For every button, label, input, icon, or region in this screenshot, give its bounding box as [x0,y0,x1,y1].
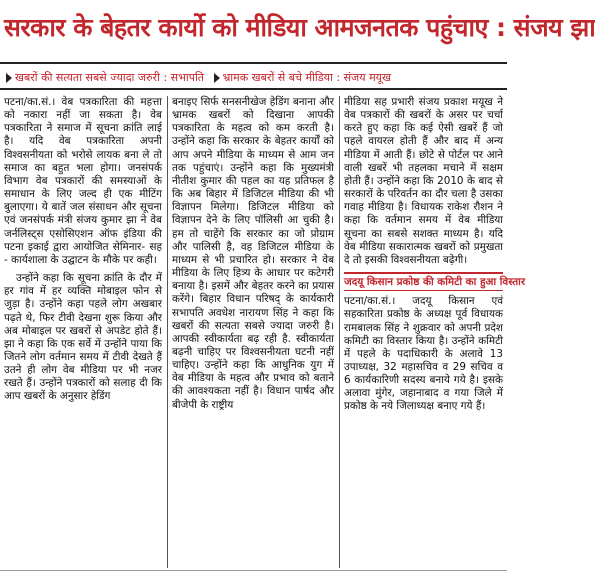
box-article-title: जदयू किसान प्रकोष्ठ की कमिटी का हुआ विस्तार [344,272,503,291]
paragraph: उन्होंने कहा कि सूचना क्रांति के दौर में हर गांव में हर व्यक्ति मोबाइल फोन से जुड़ा है। उन्होंने कहा पहले लोग अखबार पढ़ते थे, फिर टीवी देखना शुरू किया और अब मोबाइल पर खबरों से अपडेट होते हैं। झा ने कहा कि एक सर्वे में उन्होंने पाया कि जितने लोग वर्तमान समय में टीवी देखते हैं उतने ही लोग वेब मीडिया पर भी नजर रखते हैं। उन्होंने पत्रकारों को सलाह दी कि आप खबरों के अनुसार हेडिंग [4,272,162,403]
article-column-1 [4,96,162,409]
headline-rule-top [0,62,507,64]
triangle-bullet-icon [6,73,12,83]
box-paragraph: पटना/का.सं.। जदयू किसान एवं सहकारिता प्रकोष्ठ के अध्यक्ष पूर्व विधायक रामबालक सिंह ने शुक्रवार को अपनी प्रदेश कमिटी का विस्तार किया है। उन्होंने कमिटी में पहले के पदाधिकारी के अलावे 13 उपाध्यक्ष, 32 महासचिव व 29 सचिव व 6 कार्यकारिणी सदस्य बनाये गये है। इसके अलावा मुंगेर, जहानाबाद व गया जिले में प्रकोष्ठ के नये जिलाध्यक्ष बनाए गये हैं। [344,295,503,413]
column-divider [167,96,168,568]
paragraph: मीडिया सह प्रभारी संजय प्रकाश मयूख ने वेब पत्रकारों की खबरों के असर पर चर्चा करते हुए कहा कि कई ऐसी खबरें हैं जो पहले वायरल होती हैं और बाद में अन्य मीडिया में आती हैं। छोटे से पोर्टल पर आने वाली खबरें भी तहलका मचाने में सक्षम होती हैं। उन्होंने कहा कि 2010 के बाद से सरकारों के परिवर्तन का दौर चला है उसका गवाह मीडिया है। विधायक राकेश रौशन ने कहा कि वर्तमान समय में वेब मीडिया सूचना का सबसे सशक्त माध्यम है। यदि वेब मीडिया सकारात्मक खबरों को प्रमुखता दे तो इसकी विश्वसनीयता बढ़ेगी। [344,96,503,266]
headline-rule-bottom [0,88,507,90]
bottom-rule [0,570,507,571]
subheading-1: खबरों की सत्यता सबसे ज्यादा जरुरी : सभापति [15,71,205,84]
headline: सरकार के बेहतर कार्यो को मीडिया आमजनतक पहुंचाए : संजय झा [4,13,595,42]
column-divider [339,96,340,568]
subheading-bar [0,70,507,85]
triangle-bullet-icon [214,73,220,83]
subheading-2: भ्रामक खबरों से बचे मीडिया : संजय मयूख [222,71,392,84]
paragraph: बनाइए सिर्फ सनसनीखेज हेडिंग बनाना और भ्रामक खबरों को दिखाना आपकी पत्रकारिता के महत्व को कम करती है। उन्होंने कहा कि सरकार के बेहतर कार्यों को आप अपने मीडिया के माध्यम से आम जन तक पहुंचाएं। उन्होंने कहा कि मुख्यमंत्री नीतीश कुमार की पहल का यह प्रतिफल है कि अब बिहार में डिजिटल मीडिया की भी विज्ञापन मिलेगा। डिजिटल मीडिया को विज्ञापन देने के लिए पॉलिसी आ चुकी है। हम तो चाहेंगे कि सरकार का जो प्रोग्राम और पालिसी है, वह डिजिटल मीडिया के माध्यम से भी प्रचारित हो। सरकार ने वेब मीडिया के लिए हित्र्य के आधार पर कटेगरी बनाया है। इसमें और बेहतर करने का प्रयास करेंगे। बिहार विधान परिषद् के कार्यकारी सभापति अवधेश नारायण सिंह ने कहा कि खबरों की सत्यता सबसे ज्यादा जरुरी है। आपकी स्वीकार्यता बढ़ रही है. स्वीकार्यता बढ़नी चाहिए पर विश्वसनीयता घटनी नहीं चाहिए। उन्होंने कहा कि आधुनिक युग में वेब मीडिया के महत्व और प्रभाव को बताने की आवश्यकता नहीं है। विधान पार्षद और बीजेपी के राष्ट्रीय [172,96,334,411]
article-column-3 [344,96,526,419]
article-column-2 [172,96,334,417]
paragraph: पटना/का.सं.। वेब पत्रकारिता की महत्ता को नकारा नहीं जा सकता है। वेब पत्रकारिता ने समाज में सूचना क्रांति लाई है। यदि वेब पत्रकारिता अपनी विश्वसनीयता को भरोसे लायक बना ले तो समाज का बहुत भला होगा। जनसंपर्क विभाग वेब पत्रकारों की समस्याओं के समाधान के लिए जल्द ही एक मीटिंग बुलाएगा। ये बातें जल संसाधन और सूचना एवं जनसंपर्क मंत्री संजय कुमार झा ने वेब जर्नलिस्ट्स एसोसिएशन ऑफ इंडिया की पटना इकाई द्वारा आयोजित सेमिनार- सह - कार्यशाला के उद्घाटन के मौके पर कही। [4,96,162,266]
